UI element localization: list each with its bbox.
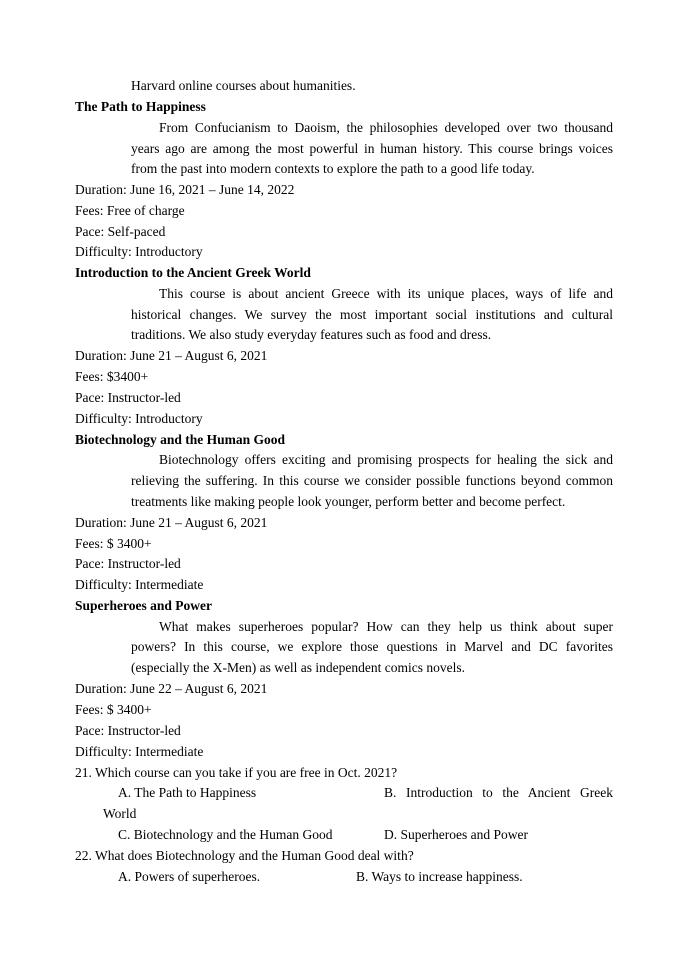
question-option-a: A. Powers of superheroes. [118, 869, 261, 884]
course-pace: Pace: Instructor-led [75, 723, 181, 738]
course-description-line: Biotechnology offers exciting and promising prospects for healing the sick and [159, 452, 613, 467]
course-pace: Pace: Instructor-led [75, 390, 181, 405]
question-option-b-continued: World [103, 806, 137, 821]
course-description-line: from the past into modern contexts to explore the path to a good life today. [131, 161, 535, 176]
course-description-line: powers? In this course, we explore those questions in Marvel and DC favorites [131, 639, 613, 654]
question-stem: 22. What does Biotechnology and the Human Good deal with? [75, 848, 414, 863]
question-option-c: C. Biotechnology and the Human Good [118, 827, 333, 842]
question-option-b: B. Ways to increase happiness. [356, 869, 523, 884]
course-duration: Duration: June 22 – August 6, 2021 [75, 681, 268, 696]
course-fees: Fees: Free of charge [75, 203, 185, 218]
question-option-a: A. The Path to Happiness [118, 785, 257, 800]
course-description-line: historical changes. We survey the most important social institutions and cultural [131, 307, 613, 322]
course-fees: Fees: $ 3400+ [75, 702, 152, 717]
question-option-b: B. Introduction to the Ancient Greek [384, 785, 613, 800]
course-pace: Pace: Instructor-led [75, 556, 181, 571]
course-duration: Duration: June 21 – August 6, 2021 [75, 348, 268, 363]
course-title: The Path to Happiness [75, 99, 206, 114]
course-description-line: What makes superheroes popular? How can they help us think about super [159, 619, 613, 634]
course-description-line: traditions. We also study everyday features such as food and dress. [131, 327, 492, 342]
course-difficulty: Difficulty: Introductory [75, 244, 203, 259]
course-description-line: From Confucianism to Daoism, the philosophies developed over two thousand [159, 120, 613, 135]
course-title: Biotechnology and the Human Good [75, 432, 286, 447]
course-pace: Pace: Self-paced [75, 224, 166, 239]
course-fees: Fees: $ 3400+ [75, 536, 152, 551]
course-difficulty: Difficulty: Introductory [75, 411, 203, 426]
question-option-d: D. Superheroes and Power [384, 827, 528, 842]
course-description-line: treatments like making people look younger, perform better and become perfect. [131, 494, 566, 509]
course-title: Superheroes and Power [75, 598, 212, 613]
course-description-line: (especially the X-Men) as well as independent comics novels. [131, 660, 466, 675]
course-description-line: This course is about ancient Greece with its unique places, ways of life and [159, 286, 613, 301]
course-description-line: relieving the suffering. In this course we consider possible functions beyond common [131, 473, 613, 488]
course-fees: Fees: $3400+ [75, 369, 149, 384]
course-description-line: years ago are among the most powerful in human history. This course brings voices [131, 141, 613, 156]
question-stem: 21. Which course can you take if you are free in Oct. 2021? [75, 765, 398, 780]
course-duration: Duration: June 21 – August 6, 2021 [75, 515, 268, 530]
course-duration: Duration: June 16, 2021 – June 14, 2022 [75, 182, 295, 197]
course-difficulty: Difficulty: Intermediate [75, 744, 204, 759]
intro-text: Harvard online courses about humanities. [131, 78, 356, 93]
course-title: Introduction to the Ancient Greek World [75, 265, 311, 280]
course-difficulty: Difficulty: Intermediate [75, 577, 204, 592]
